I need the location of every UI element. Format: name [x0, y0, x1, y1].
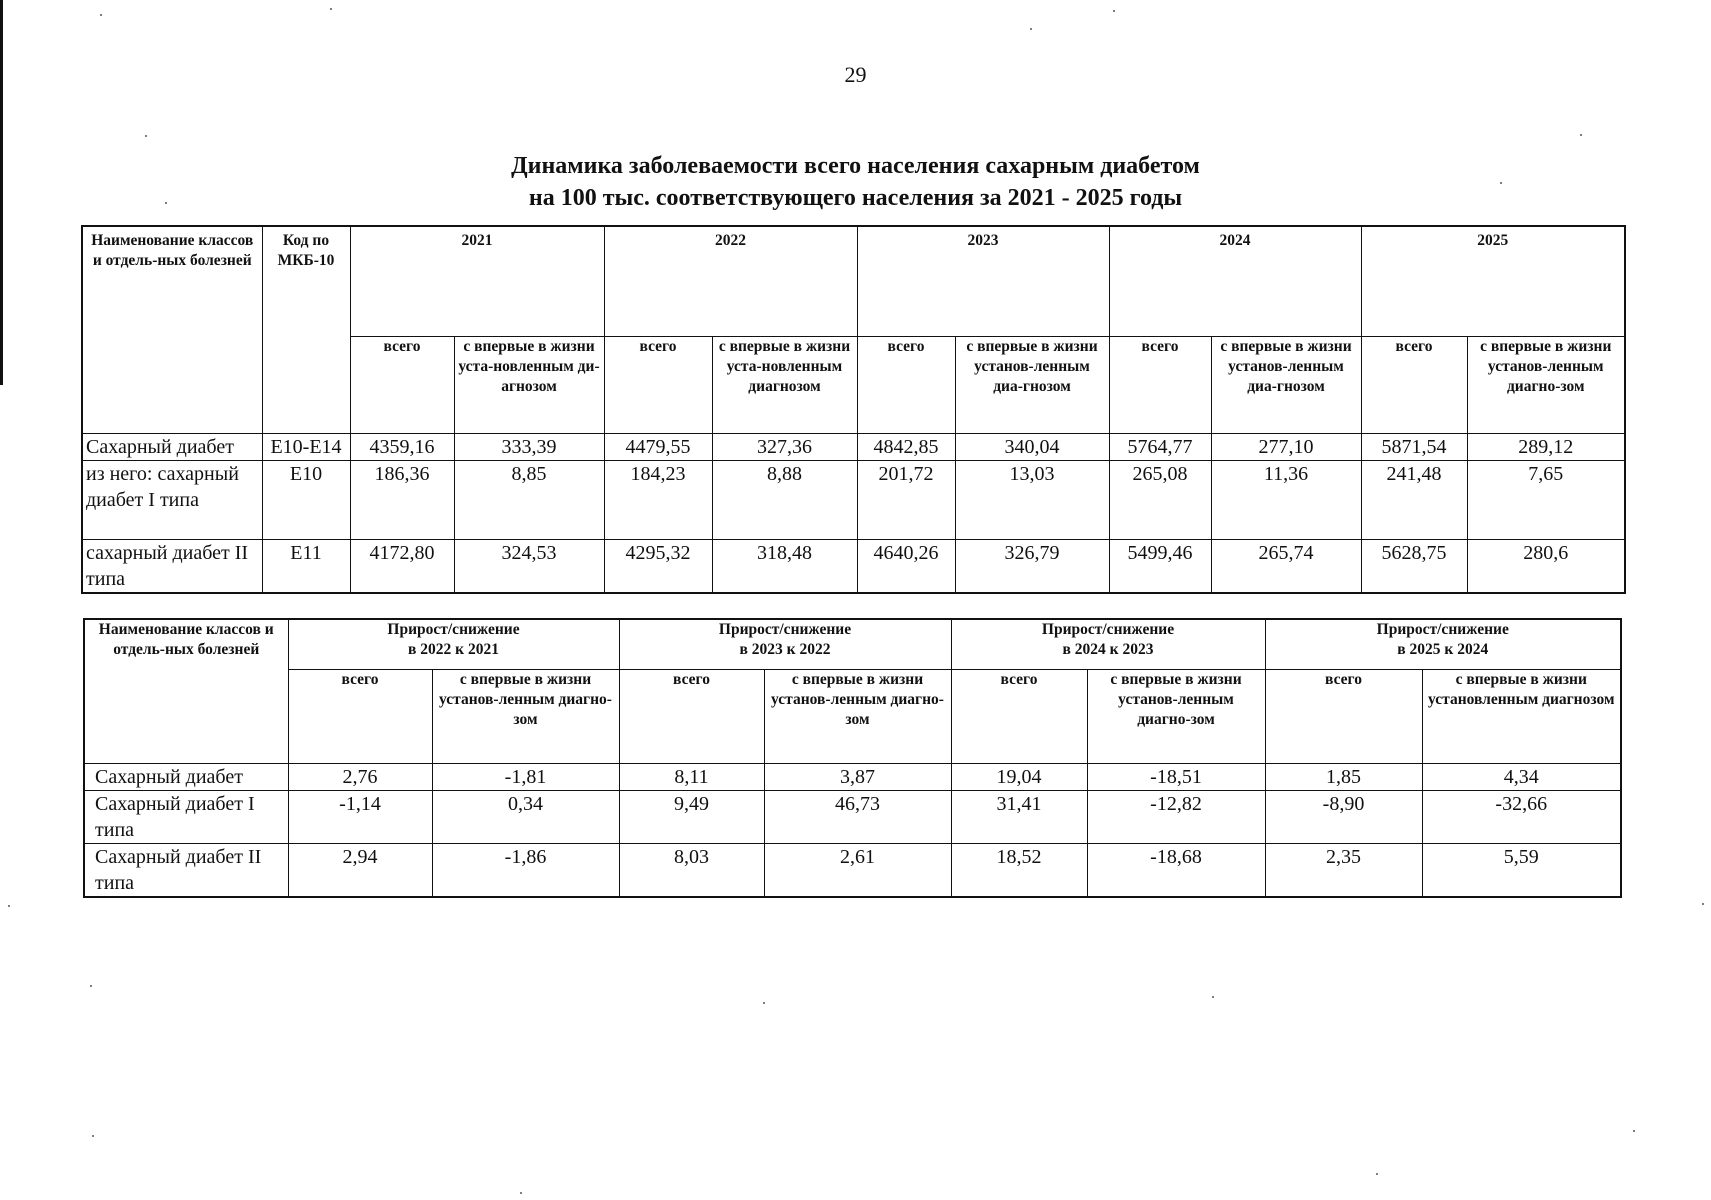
- table-cell: 277,10: [1211, 433, 1361, 460]
- row-label: Сахарный диабет: [82, 433, 262, 460]
- table-cell: 2,61: [764, 843, 951, 897]
- col-header-growth-period: [951, 619, 1265, 669]
- table-cell: 326,79: [955, 539, 1109, 593]
- scan-speck: [1376, 1173, 1378, 1175]
- table-cell: 4479,55: [604, 433, 712, 460]
- growth-label: Прирост/снижение: [1041, 621, 1175, 638]
- table-cell: -1,14: [288, 790, 432, 843]
- col-header-total: всего: [1265, 669, 1422, 763]
- table-cell: 2,35: [1265, 843, 1422, 897]
- title-line-2: на 100 тыс. соответствующего населения за 2021 - 2025 годы: [528, 185, 1183, 211]
- col-header-growth-period: [619, 619, 951, 669]
- table-cell: 8,85: [454, 460, 604, 539]
- table-cell: 1,85: [1265, 763, 1422, 790]
- growth-period: в 2022 к 2021: [408, 641, 499, 658]
- col-header-year: 2024: [1109, 226, 1361, 336]
- col-header-year: 2023: [857, 226, 1109, 336]
- table-cell: 31,41: [951, 790, 1087, 843]
- table-cell: -12,82: [1087, 790, 1265, 843]
- col-header-new-diagnosis: с впервые в жизни установ-ленным диа-гнозом: [1211, 336, 1361, 433]
- row-label: сахарный диабет II типа: [82, 539, 262, 593]
- table-cell: 0,34: [432, 790, 619, 843]
- table-cell: 4,34: [1422, 763, 1621, 790]
- table-cell: 3,87: [764, 763, 951, 790]
- col-header-new-diagnosis: с впервые в жизни установ-ленным диагно-зом: [432, 669, 619, 763]
- growth-period: в 2025 к 2024: [1397, 641, 1489, 658]
- table-cell: -1,81: [432, 763, 619, 790]
- row-label: Сахарный диабет II типа: [84, 843, 288, 897]
- table-cell: 4640,26: [857, 539, 955, 593]
- scan-speck: [92, 1135, 94, 1137]
- row-code: E10: [262, 460, 350, 539]
- table-cell: 241,48: [1361, 460, 1467, 539]
- col-header-total: всего: [1361, 336, 1467, 433]
- page-number: 29: [844, 62, 867, 87]
- table-cell: 201,72: [857, 460, 955, 539]
- table-row: [84, 843, 1621, 897]
- table-cell: 5871,54: [1361, 433, 1467, 460]
- table-cell: -32,66: [1422, 790, 1621, 843]
- table-cell: 318,48: [712, 539, 857, 593]
- scan-speck: [8, 905, 10, 907]
- row-label: из него: сахарный диабет I типа: [82, 460, 262, 539]
- col-header-new-diagnosis: с впервые в жизни уста-новленным ди-агнозом: [454, 336, 604, 433]
- table-cell: 184,23: [604, 460, 712, 539]
- table-cell: 18,52: [951, 843, 1087, 897]
- col-header-new-diagnosis: с впервые в жизни установ-ленным диагно-зом: [764, 669, 951, 763]
- col-header-name: Наименование классов и отдель-ных болезней: [82, 226, 262, 433]
- table-cell: 5,59: [1422, 843, 1621, 897]
- page-title: [0, 150, 1711, 214]
- subheader-row: [84, 669, 1621, 763]
- table-cell: 324,53: [454, 539, 604, 593]
- table-cell: 11,36: [1211, 460, 1361, 539]
- col-header-growth-period: [288, 619, 619, 669]
- scan-speck: [1030, 28, 1032, 30]
- table-cell: 340,04: [955, 433, 1109, 460]
- table-row: [84, 763, 1621, 790]
- table-cell: 289,12: [1467, 433, 1625, 460]
- table-cell: 327,36: [712, 433, 857, 460]
- col-header-name: Наименование классов и отдель-ных болезней: [84, 619, 288, 763]
- table-cell: 9,49: [619, 790, 764, 843]
- table-cell: 5628,75: [1361, 539, 1467, 593]
- scan-speck: [763, 1002, 765, 1004]
- table-row: [82, 460, 1625, 539]
- table-cell: 2,76: [288, 763, 432, 790]
- col-header-new-diagnosis: с впервые в жизни установ-ленным диа-гнозом: [955, 336, 1109, 433]
- col-header-new-diagnosis: с впервые в жизни уста-новленным диагнозом: [712, 336, 857, 433]
- scan-speck: [1580, 134, 1582, 136]
- col-header-growth-period: [1265, 619, 1621, 669]
- table-row: [84, 790, 1621, 843]
- col-header-total: всего: [288, 669, 432, 763]
- growth-period: в 2024 к 2023: [1062, 641, 1154, 658]
- table-cell: 8,03: [619, 843, 764, 897]
- table-cell: 265,74: [1211, 539, 1361, 593]
- table-cell: 2,94: [288, 843, 432, 897]
- col-header-year: 2022: [604, 226, 857, 336]
- growth-label: Прирост/снижение: [1376, 621, 1509, 638]
- scan-speck: [1702, 903, 1704, 905]
- table-cell: 265,08: [1109, 460, 1211, 539]
- scan-speck: [1633, 1130, 1635, 1132]
- col-header-total: всего: [951, 669, 1087, 763]
- col-header-year: 2021: [350, 226, 604, 336]
- scan-speck: [1212, 996, 1214, 998]
- table-cell: 4172,80: [350, 539, 454, 593]
- table-cell: -8,90: [1265, 790, 1422, 843]
- col-header-new-diagnosis: с впервые в жизни установ-ленным диагно-зом: [1087, 669, 1265, 763]
- table-cell: 280,6: [1467, 539, 1625, 593]
- table-cell: 4842,85: [857, 433, 955, 460]
- table-cell: 4359,16: [350, 433, 454, 460]
- table-cell: -1,86: [432, 843, 619, 897]
- table-cell: 8,88: [712, 460, 857, 539]
- incidence-table: [81, 225, 1626, 594]
- table-cell: 186,36: [350, 460, 454, 539]
- table-cell: 13,03: [955, 460, 1109, 539]
- col-header-new-diagnosis: с впервые в жизни установленным диагнозом: [1422, 669, 1621, 763]
- table-row: [82, 539, 1625, 593]
- row-code: E10-E14: [262, 433, 350, 460]
- col-header-code: Код по МКБ-10: [262, 226, 350, 433]
- col-header-total: всего: [619, 669, 764, 763]
- row-label: Сахарный диабет: [84, 763, 288, 790]
- col-header-total: всего: [604, 336, 712, 433]
- row-label: Сахарный диабет I типа: [84, 790, 288, 843]
- growth-label: Прирост/снижение: [387, 621, 520, 638]
- scan-speck: [100, 14, 102, 16]
- scan-speck: [1113, 10, 1115, 12]
- table-cell: 4295,32: [604, 539, 712, 593]
- table-cell: 5764,77: [1109, 433, 1211, 460]
- col-header-total: всего: [1109, 336, 1211, 433]
- table-cell: 19,04: [951, 763, 1087, 790]
- row-code: E11: [262, 539, 350, 593]
- growth-label: Прирост/снижение: [718, 621, 852, 638]
- col-header-new-diagnosis: с впервые в жизни установ-ленным диагно-зом: [1467, 336, 1625, 433]
- table-cell: 5499,46: [1109, 539, 1211, 593]
- table-cell: -18,51: [1087, 763, 1265, 790]
- growth-period: в 2023 к 2022: [739, 641, 831, 658]
- scan-speck: [90, 985, 92, 987]
- table-cell: 7,65: [1467, 460, 1625, 539]
- header-row: [84, 619, 1621, 669]
- table-row: [82, 433, 1625, 460]
- growth-table: [83, 618, 1622, 898]
- table-cell: 46,73: [764, 790, 951, 843]
- scan-speck: [145, 135, 147, 137]
- col-header-total: всего: [350, 336, 454, 433]
- header-row: [82, 226, 1625, 336]
- table-cell: 333,39: [454, 433, 604, 460]
- scan-speck: [520, 1192, 522, 1194]
- title-line-1: Динамика заболеваемости всего населения сахарным диабетом: [511, 153, 1200, 179]
- table-cell: 8,11: [619, 763, 764, 790]
- table-cell: -18,68: [1087, 843, 1265, 897]
- scan-speck: [330, 8, 332, 10]
- col-header-total: всего: [857, 336, 955, 433]
- col-header-year: 2025: [1361, 226, 1625, 336]
